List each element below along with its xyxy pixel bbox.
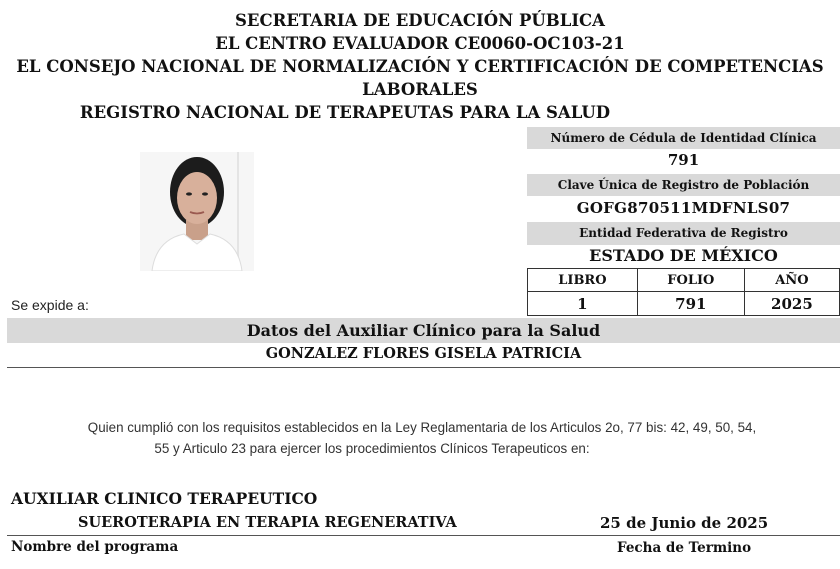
libro-value: 1 [528, 292, 638, 316]
program-title: AUXILIAR CLINICO TERAPEUTICO [11, 489, 318, 508]
folio-value: 791 [637, 292, 744, 316]
curp-label: Clave Única de Registro de Población [557, 178, 810, 192]
name-underline [7, 367, 840, 368]
entidad-value: ESTADO DE MÉXICO [589, 246, 778, 265]
folio-header: FOLIO [637, 269, 744, 292]
header-line-2: EL CENTRO EVALUADOR CE0060-OC103-21 [215, 34, 625, 53]
program-date: 25 de Junio de 2025 [600, 514, 769, 532]
header-line-5: REGISTRO NACIONAL DE TERAPEUTAS PARA LA SALUD [79, 103, 611, 122]
header-line-1: SECRETARIA DE EDUCACIÓN PÚBLICA [235, 11, 605, 30]
expide-label: Se expide a: [11, 297, 89, 313]
statement-line-2: 55 y Articulo 23 para ejercer los procedimientos Clínicos Terapeuticos en: [154, 441, 590, 456]
header-line-4: LABORALES [362, 80, 478, 99]
curp-value: GOFG870511MDFNLS07 [576, 199, 791, 217]
program-date-label: Fecha de Termino [617, 540, 752, 556]
cedula-value: 791 [667, 151, 700, 169]
program-underline [7, 535, 840, 536]
libro-folio-ano-table [527, 268, 840, 316]
entidad-label: Entidad Federativa de Registro [579, 226, 788, 240]
statement-line-1: Quien cumplió con los requisitos establecidos en la Ley Reglamentaria de los Articulos 2o, 77 bis: 42, 49, 50, 54, [87, 420, 757, 435]
portrait-photo [140, 152, 254, 271]
ano-header: AÑO [744, 269, 839, 292]
ano-value: 2025 [744, 292, 839, 316]
libro-header: LIBRO [528, 269, 638, 292]
section-title: Datos del Auxiliar Clínico para la Salud [246, 321, 601, 340]
person-name: GONZALEZ FLORES GISELA PATRICIA [265, 345, 582, 362]
header-line-3: EL CONSEJO NACIONAL DE NORMALIZACIÓN Y CERTIFICACIÓN DE COMPETENCIAS [16, 57, 824, 76]
cedula-label: Número de Cédula de Identidad Clínica [550, 131, 817, 145]
program-name-label: Nombre del programa [11, 539, 179, 555]
program-name: SUEROTERAPIA EN TERAPIA REGENERATIVA [78, 514, 457, 531]
